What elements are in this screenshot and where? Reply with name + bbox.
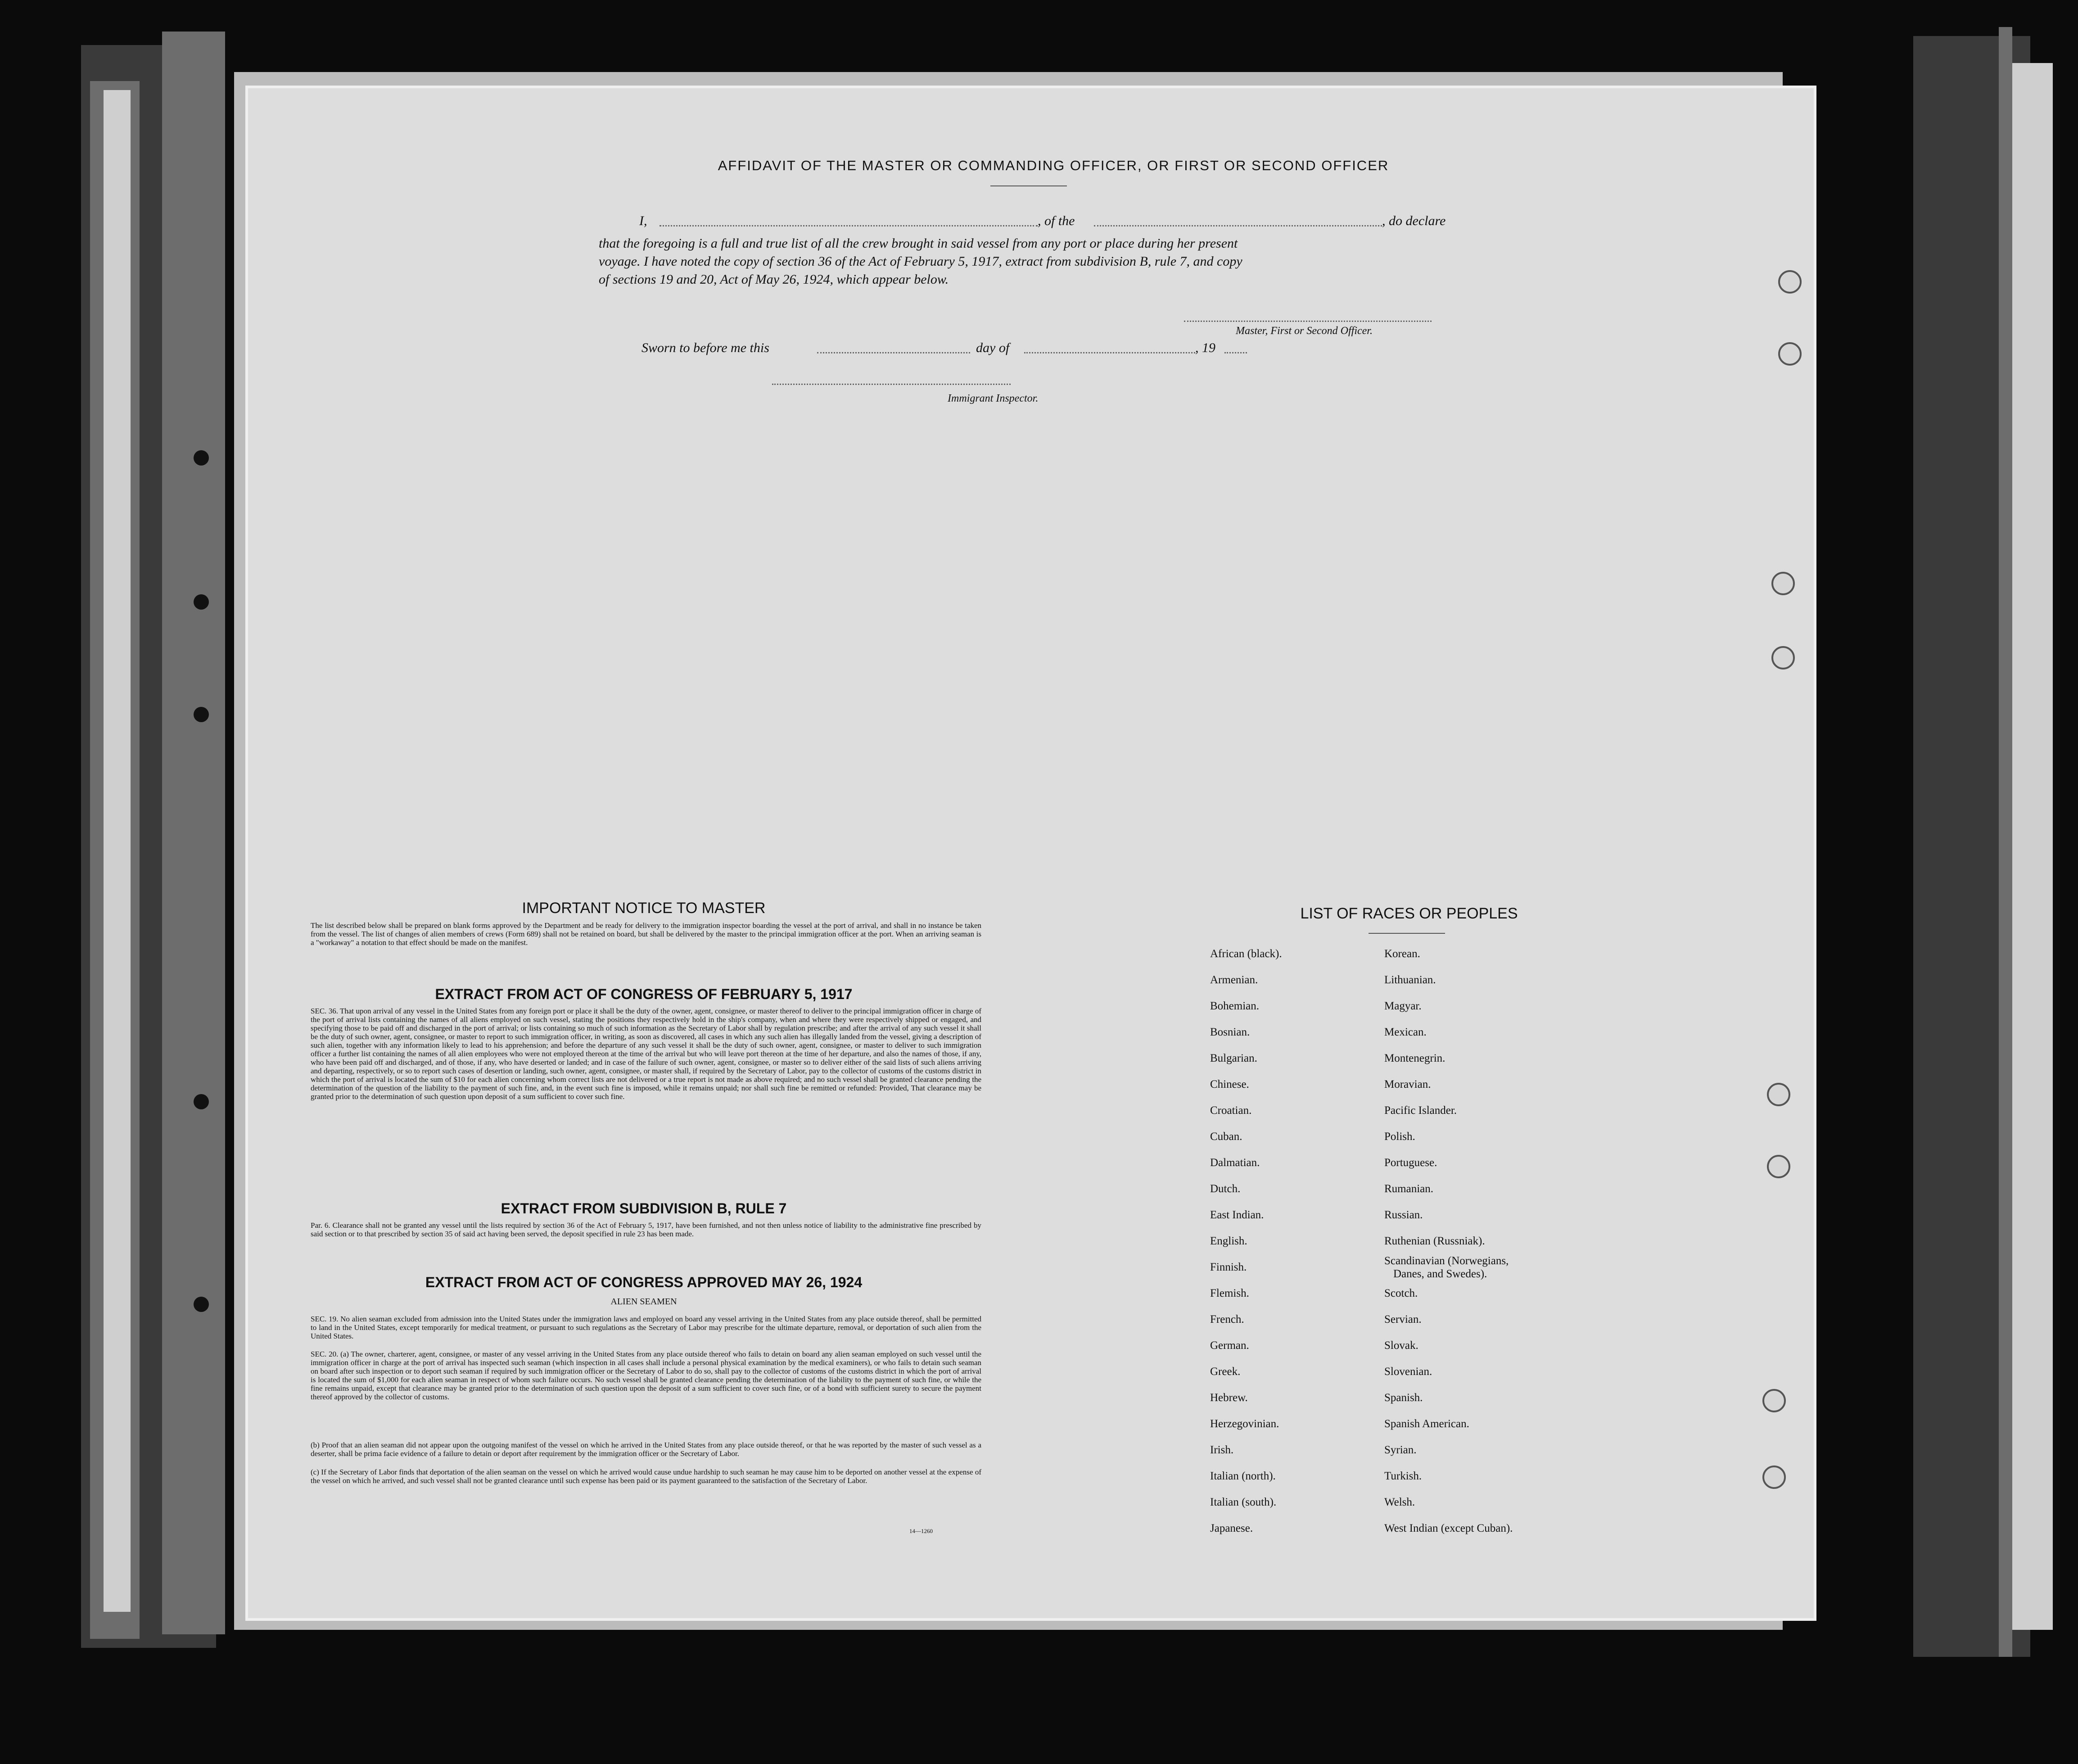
race-item: African (black).: [1210, 948, 1282, 960]
punch-hole: [1767, 1155, 1790, 1178]
extract-1924-title: EXTRACT FROM ACT OF CONGRESS APPROVED MAY 26, 1924: [425, 1274, 863, 1290]
extract-1917-body: SEC. 36. That upon arrival of any vessel in the United States from any foreign port or place it shall be the duty of the owner, agent, consignee, or master thereof to deliver to the principal immigration officer in charge of the port of arrival lists containing the names of all aliens employed on such vessel, stating the positions they respectively hold in the ship's company, when and where they were respectively shipped or engaged, and specifying those to be paid off and discharged in the port of arrival; or lists containing so much of such information as the Secretary of Labor shall by regulation prescribe; and after the arrival of any such vessel it shall be the duty of such owner, agent, consignee, or master to report to such immigration officer, in writing, as soon as discovered, all cases in which any such alien has illegally landed from the vessel, giving a description of such alien, together with any information likely to lead to his apprehension; and before the departure of any such vessel it shall be the duty of such owner, agent, consignee, or master to deliver to such immigration officer a further list containing the names of all alien employees who were not employed thereon at the time of the arrival but who will leave port thereon at the time of her departure, and also the names of those, if any, who have been paid off and discharged, and of those, if any, who have deserted or landed; and in case of the failure of such owner, agent, consignee, or master so to deliver either of the said lists of such aliens arriving and departing, respectively, or so to report such cases of desertion or landing, such owner, agent, consignee, or master shall, if required by the Secretary of Labor, pay to the collector of customs of the customs district in which the port of arrival is located the sum of $10 for each alien concerning whom correct lists are not delivered or a true report is not made as above required; and no such vessel shall be granted clearance pending the determination of the question of the liability to the payment of such fine, and, in the event such fine is imposed, while it remains unpaid; nor shall such fine be remitted or refunded: Provided, That clearance may be granted prior to the determination of such question upon deposit of a sum sufficient to cover such fine.: [311, 1007, 981, 1101]
race-item: Syrian.: [1384, 1444, 1417, 1456]
affidavit-of-the: , of the: [1038, 213, 1075, 228]
race-item: Ruthenian (Russniak).: [1384, 1235, 1485, 1247]
race-item: English.: [1210, 1235, 1247, 1247]
race-item: Scotch.: [1384, 1287, 1418, 1299]
binder-ring: [194, 1094, 209, 1109]
race-item-line: Scandinavian (Norwegians,: [1384, 1255, 1509, 1267]
race-item: Welsh.: [1384, 1496, 1415, 1508]
race-item: Slovak.: [1384, 1339, 1418, 1352]
subdivision-body: Par. 6. Clearance shall not be granted any vessel until the lists required by section 36 of the Act of February 5, 1917, have been furnished, and not then unless notice of liability to the administrative fine prescribed by said section or to that prescribed by section 35 of said act having been served, the deposit specified in rule 23 has been made.: [311, 1221, 981, 1238]
race-item: Korean.: [1384, 948, 1420, 960]
race-item: Lithuanian.: [1384, 974, 1436, 986]
notice-title: IMPORTANT NOTICE TO MASTER: [522, 900, 766, 917]
binder-strip-left-2: [162, 32, 225, 1634]
affidavit-i-label: I,: [639, 213, 647, 228]
notice-body: The list described below shall be prepared on blank forms approved by the Department and be ready for delivery to the immigration inspector boarding the vessel at the port of arrival, and shall in no instance be taken from the vessel. The list of changes of alien members of crews (Form 689) shall not be retained on board, but shall be delivered by the master to the principal immigration officer at the port. When an arriving seaman is a "workaway" a notation to that effect should be made on the manifest.: [311, 921, 981, 947]
sworn-day-field[interactable]: [817, 352, 970, 353]
race-item: Irish.: [1210, 1444, 1234, 1456]
race-item: Dutch.: [1210, 1183, 1241, 1195]
race-item: Cuban.: [1210, 1131, 1242, 1143]
race-item: Herzegovinian.: [1210, 1418, 1279, 1430]
binder-ring: [194, 450, 209, 466]
punch-hole: [1778, 270, 1802, 294]
races-right-column: [1384, 941, 1636, 1542]
race-item: Bosnian.: [1210, 1026, 1250, 1038]
race-item: Mexican.: [1384, 1026, 1427, 1038]
race-item: Bulgarian.: [1210, 1052, 1257, 1064]
day-of-label: day of: [976, 340, 1010, 355]
race-item: Armenian.: [1210, 974, 1258, 986]
binder-ring: [194, 594, 209, 610]
binder-ring: [194, 707, 209, 722]
declarant-name-field[interactable]: [660, 225, 1038, 226]
race-item: Hebrew.: [1210, 1392, 1248, 1404]
extract-1924-subtitle: ALIEN SEAMEN: [610, 1297, 677, 1307]
race-item: Chinese.: [1210, 1078, 1249, 1090]
affidavit-line-4: of sections 19 and 20, Act of May 26, 1924, which appear below.: [599, 272, 949, 287]
race-item: Portuguese.: [1384, 1157, 1437, 1169]
binder-strip-right: [1999, 27, 2012, 1657]
race-item: Magyar.: [1384, 1000, 1422, 1012]
race-item: Spanish American.: [1384, 1418, 1469, 1430]
races-divider: [1369, 933, 1445, 934]
master-signature-field[interactable]: [1184, 321, 1432, 322]
race-item: Finnish.: [1210, 1261, 1247, 1273]
extract-1924-sec20: SEC. 20. (a) The owner, charterer, agent, consignee, or master of any vessel arriving in the United States from any place outside thereof who fails to detain on board any alien seaman employed on such vessel until the immigration officer in charge at the port of arrival has inspected such seaman (which inspection in all cases shall include a personal physical examination by the medical examiners), or who fails to detain such seaman on board after such inspection or to deport such seaman if required by such immigration officer or the Secretary of Labor to do so, shall pay to the collector of customs of the customs district in which the port of arrival is located the sum of $1,000 for each alien seaman in respect of whom such failure occurs. No such vessel shall be granted clearance pending the determination of the liability to the payment of such fine, or while the fine remains unpaid, except that clearance may be granted prior to the determination of such question upon the deposit of a sum sufficient to cover such fine, or of a bond with sufficient surety to secure the payment thereof approved by the collector of customs.: [311, 1350, 981, 1401]
punch-hole: [1778, 342, 1802, 366]
race-item: Moravian.: [1384, 1078, 1431, 1090]
affidavit-line-2: that the foregoing is a full and true list of all the crew brought in said vessel from any port or place during her present: [599, 236, 1238, 251]
race-item: Russian.: [1384, 1209, 1423, 1221]
sworn-month-field[interactable]: [1024, 352, 1195, 353]
races-title: LIST OF RACES OR PEOPLES: [1300, 905, 1518, 922]
race-item: Flemish.: [1210, 1287, 1249, 1299]
race-item: German.: [1210, 1339, 1249, 1352]
affidavit-line-3: voyage. I have noted the copy of section 36 of the Act of February 5, 1917, extract from subdivision B, rule 7, and copy: [599, 254, 1242, 269]
race-item: East Indian.: [1210, 1209, 1264, 1221]
extract-1924-sec20c: (c) If the Secretary of Labor finds that deportation of the alien seaman on the vessel on which he arrived would cause undue hardship to such seaman he may cause him to be deported on another vessel at the expense of the vessel on which he arrived, and such vessel shall not be granted clearance until such expense has been paid or its payment guaranteed to the satisfaction of the Secretary of Labor.: [311, 1468, 981, 1485]
race-item-continuation: Danes, and Swedes).: [1393, 1268, 1487, 1280]
title-divider: [990, 185, 1067, 186]
race-item: Dalmatian.: [1210, 1157, 1260, 1169]
extract-1924-sec19: SEC. 19. No alien seaman excluded from admission into the United States under the immigration laws and employed on board any vessel arriving in the United States from any place outside thereof, shall be permitted to land in the United States, except temporarily for medical treatment, or pursuant to such regulations as the Secretary of Labor may prescribe for the ultimate departure, removal, or deportation of such alien from the United States.: [311, 1315, 981, 1340]
punch-hole: [1762, 1389, 1786, 1412]
sworn-label: Sworn to before me this: [641, 340, 769, 355]
punch-hole: [1767, 1083, 1790, 1106]
race-item: Japanese.: [1210, 1522, 1253, 1534]
punch-hole: [1762, 1465, 1786, 1489]
extract-1917-title: EXTRACT FROM ACT OF CONGRESS OF FEBRUARY 5, 1917: [435, 986, 853, 1002]
race-item: [1384, 1254, 1636, 1280]
vessel-name-field[interactable]: [1094, 225, 1382, 226]
race-item: Croatian.: [1210, 1104, 1252, 1117]
race-item: Italian (north).: [1210, 1470, 1276, 1482]
inspector-label: Immigrant Inspector.: [948, 393, 1039, 404]
race-item: Servian.: [1384, 1313, 1422, 1325]
race-item: Montenegrin.: [1384, 1052, 1446, 1064]
punch-hole: [1771, 646, 1795, 669]
race-item: Polish.: [1384, 1131, 1415, 1143]
punch-hole: [1771, 572, 1795, 595]
race-item: Italian (south).: [1210, 1496, 1277, 1508]
binder-paper-right: [2012, 63, 2053, 1630]
extract-1924-sec20b: (b) Proof that an alien seaman did not appear upon the outgoing manifest of the vessel on which he arrived in the United States from any place outside thereof, or that he was reported by the master of such vessel as a deserter, shall be prima facie evidence of a failure to detain or deport after requirement by the immigration officer or the Secretary of Labor.: [311, 1441, 981, 1458]
inspector-signature-field[interactable]: [772, 384, 1011, 385]
race-item: Spanish.: [1384, 1392, 1423, 1404]
form-number: 14—1260: [909, 1528, 933, 1534]
race-item: Slovenian.: [1384, 1366, 1432, 1378]
sworn-year-field[interactable]: [1224, 352, 1247, 353]
year-label: , 19: [1195, 340, 1215, 355]
race-item: Rumanian.: [1384, 1183, 1434, 1195]
race-item: Pacific Islander.: [1384, 1104, 1457, 1117]
affidavit-title: AFFIDAVIT OF THE MASTER OR COMMANDING OFFICER, OR FIRST OR SECOND OFFICER: [718, 158, 1389, 173]
race-item: French.: [1210, 1313, 1244, 1325]
race-item: West Indian (except Cuban).: [1384, 1522, 1513, 1534]
binder-paper-left: [104, 90, 131, 1612]
race-item: Greek.: [1210, 1366, 1241, 1378]
master-signature-label: Master, First or Second Officer.: [1236, 325, 1373, 337]
binder-ring: [194, 1297, 209, 1312]
affidavit-do-declare: , do declare: [1382, 213, 1446, 228]
race-item: Bohemian.: [1210, 1000, 1260, 1012]
race-item: Turkish.: [1384, 1470, 1422, 1482]
subdivision-title: EXTRACT FROM SUBDIVISION B, RULE 7: [501, 1200, 787, 1217]
